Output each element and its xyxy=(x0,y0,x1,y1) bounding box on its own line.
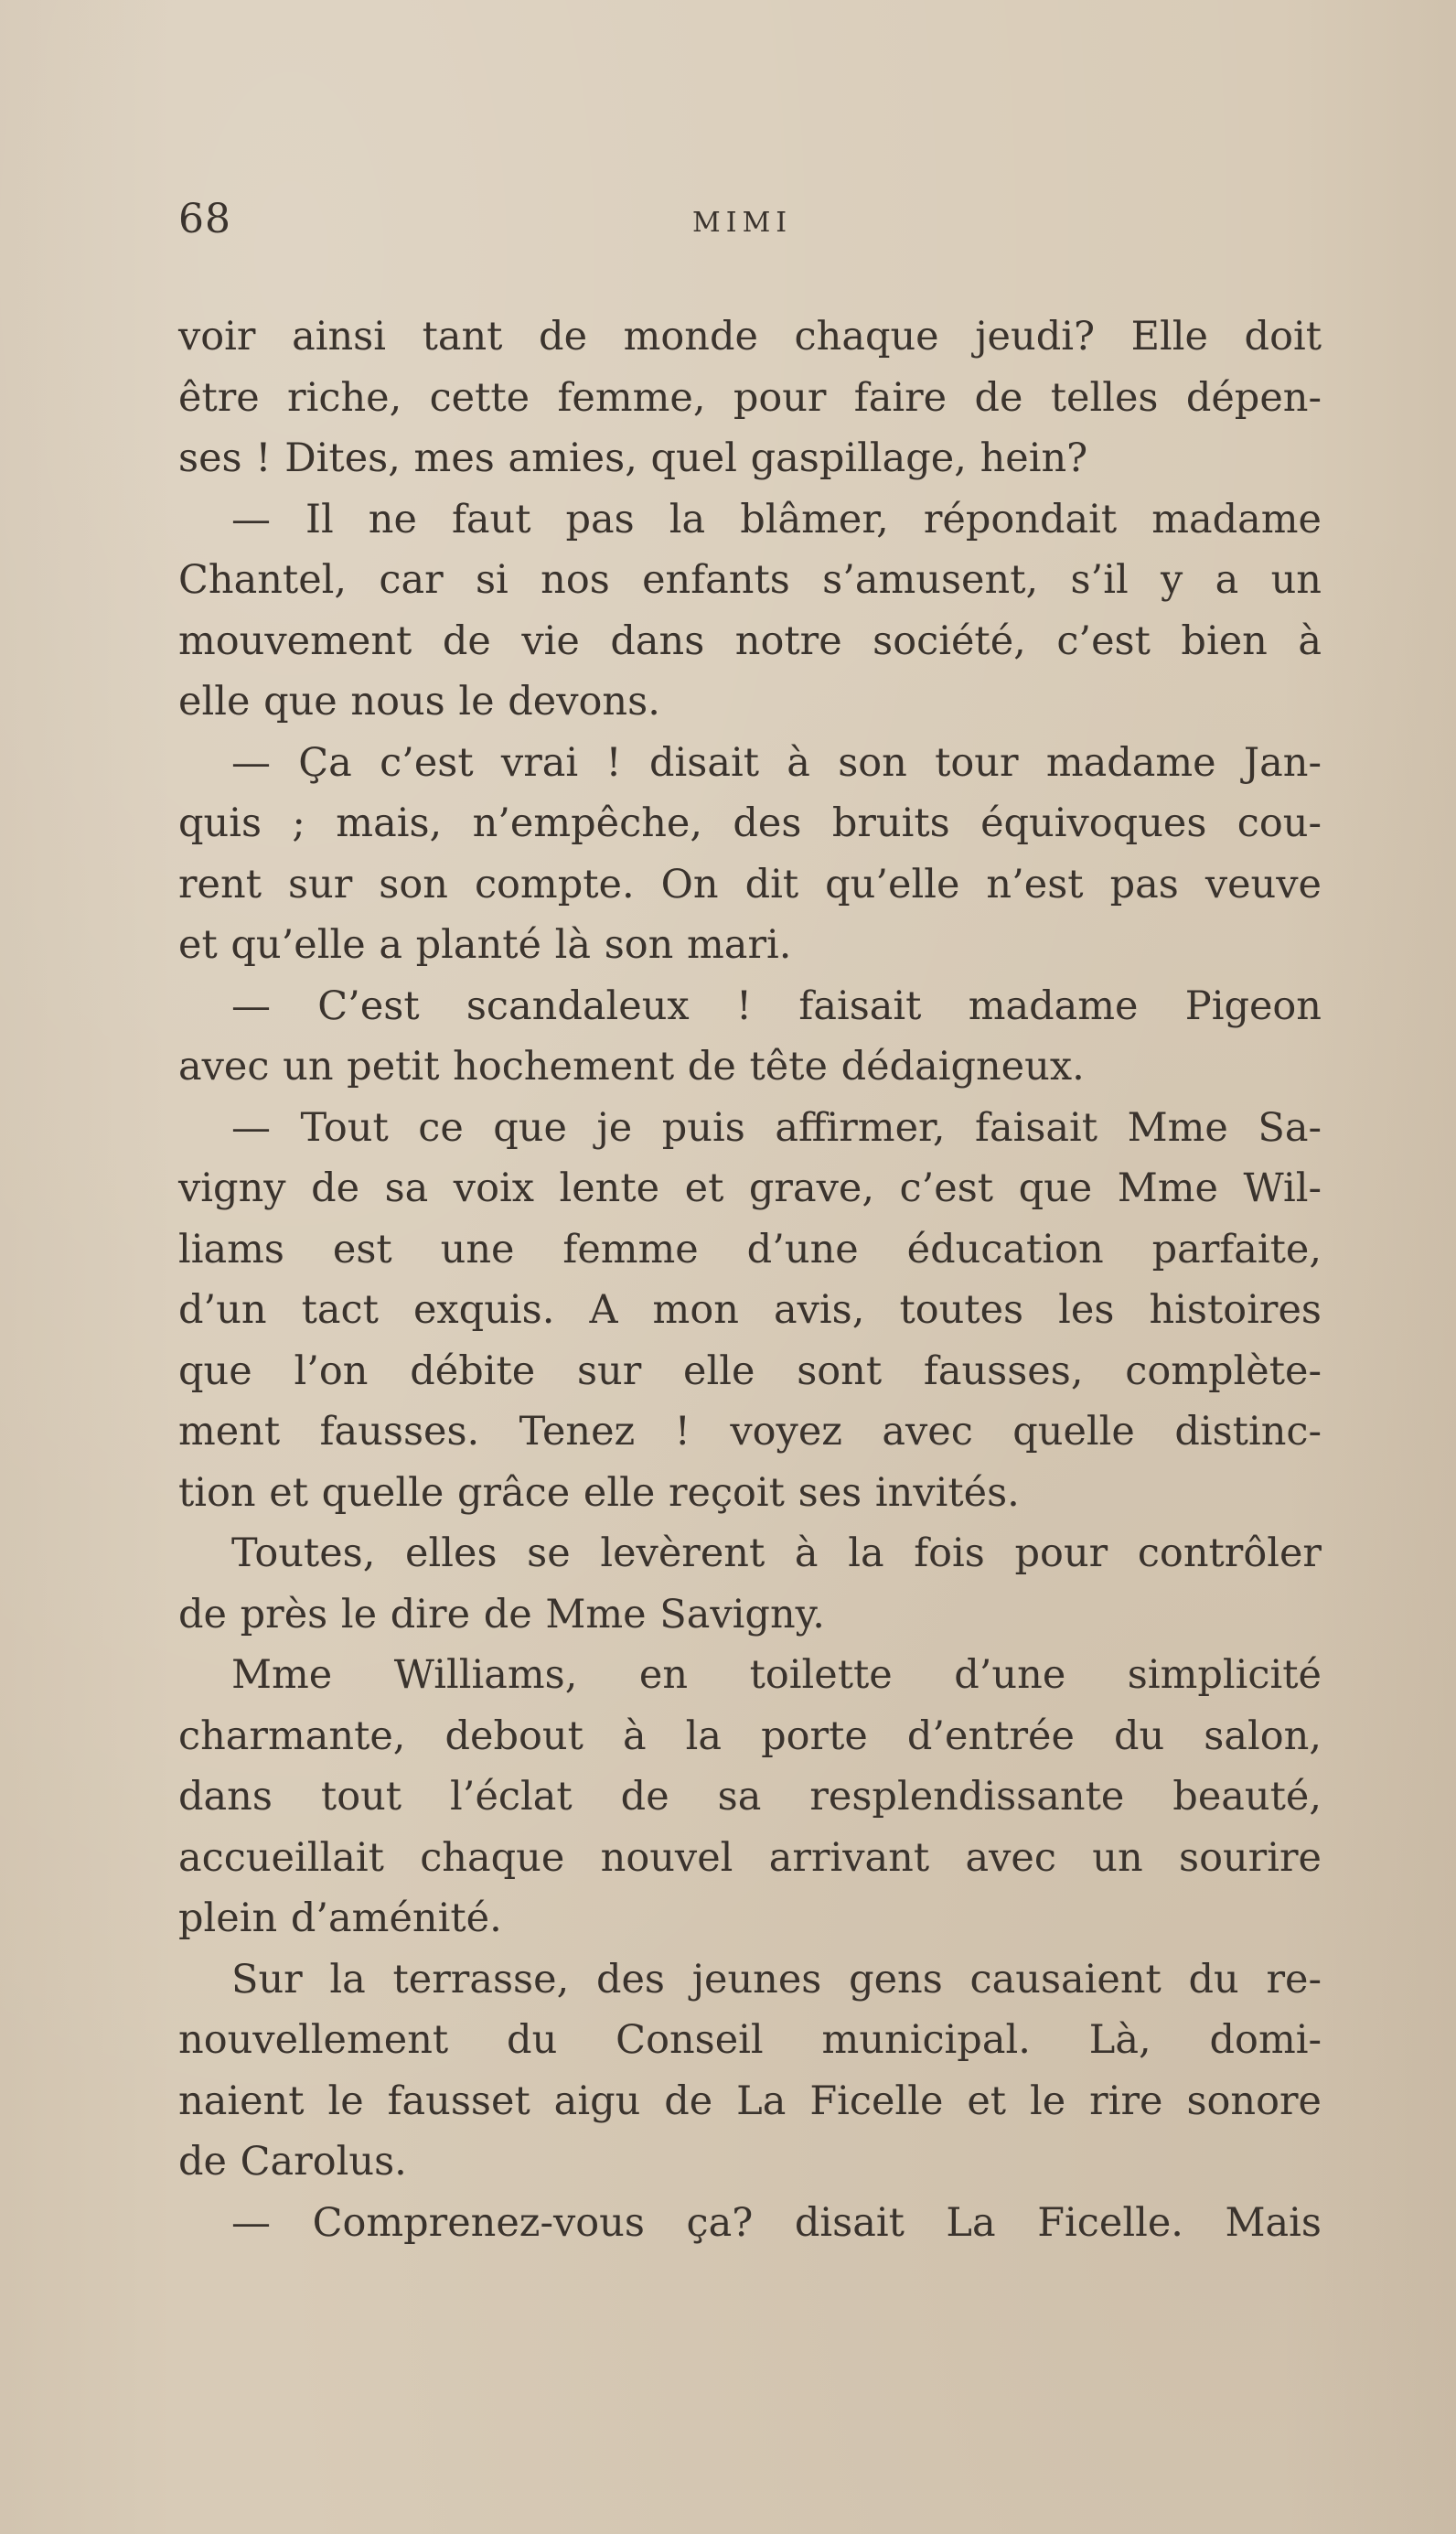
text-line: liams est une femme d’une éducation parfaite, xyxy=(178,1226,1322,1272)
text-line: Sur la terrasse, des jeunes gens causaient du re- xyxy=(231,1956,1322,2003)
text-line: de Carolus. xyxy=(178,2139,407,2185)
running-title: MIMI xyxy=(692,207,793,239)
text-line: voir ainsi tant de monde chaque jeudi? Elle doit xyxy=(178,314,1322,360)
text-line: naient le fausset aigu de La Ficelle et le rire sonore xyxy=(178,2078,1322,2124)
text-line: — Il ne faut pas la blâmer, répondait madame xyxy=(231,496,1322,542)
text-line: Toutes, elles se levèrent à la fois pour contrôler xyxy=(231,1530,1322,1576)
text-line: rent sur son compte. On dit qu’elle n’est pas veuve xyxy=(178,861,1322,907)
text-line: ment fausses. Tenez ! voyez avec quelle distinc- xyxy=(178,1409,1322,1455)
text-line: d’un tact exquis. A mon avis, toutes les histoires xyxy=(178,1287,1322,1333)
text-line: — Comprenez-vous ça? disait La Ficelle. Mais xyxy=(231,2199,1322,2246)
text-line: tion et quelle grâce elle reçoit ses invités. xyxy=(178,1469,1020,1516)
text-line: charmante, debout à la porte d’entrée du salon, xyxy=(178,1713,1322,1759)
text-line: — C’est scandaleux ! faisait madame Pigeon xyxy=(231,982,1322,1029)
text-line: et qu’elle a planté là son mari. xyxy=(178,922,792,968)
text-line: — Tout ce que je puis affirmer, faisait Mme Sa- xyxy=(231,1104,1322,1151)
text-line: dans tout l’éclat de sa resplendissante beauté, xyxy=(178,1774,1322,1820)
text-line: de près le dire de Mme Savigny. xyxy=(178,1591,825,1637)
text-line: mouvement de vie dans notre société, c’est bien à xyxy=(178,617,1322,664)
body-text xyxy=(178,306,1322,2253)
text-line: accueillait chaque nouvel arrivant avec un sourire xyxy=(178,1834,1322,1881)
text-line: être riche, cette femme, pour faire de telles dépen- xyxy=(178,374,1322,421)
text-line: Chantel, car si nos enfants s’amusent, s’il y a un xyxy=(178,557,1322,603)
text-line: plein d’aménité. xyxy=(178,1895,502,1941)
text-line: ses ! Dites, mes amies, quel gaspillage, hein? xyxy=(178,435,1088,481)
text-line: vigny de sa voix lente et grave, c’est que Mme Wil- xyxy=(178,1165,1322,1211)
text-line: avec un petit hochement de tête dédaigneux. xyxy=(178,1044,1085,1090)
text-line: — Ça c’est vrai ! disait à son tour madame Jan- xyxy=(231,739,1322,786)
text-line: que l’on débite sur elle sont fausses, complète- xyxy=(178,1348,1322,1394)
text-line: elle que nous le devons. xyxy=(178,679,660,725)
running-head xyxy=(178,192,1322,247)
text-line: quis ; mais, n’empêche, des bruits équivoques cou- xyxy=(178,800,1322,846)
page-number: 68 xyxy=(178,196,231,242)
text-line: nouvellement du Conseil municipal. Là, domi- xyxy=(178,2017,1322,2063)
text-line: Mme Williams, en toilette d’une simplicité xyxy=(231,1652,1322,1698)
